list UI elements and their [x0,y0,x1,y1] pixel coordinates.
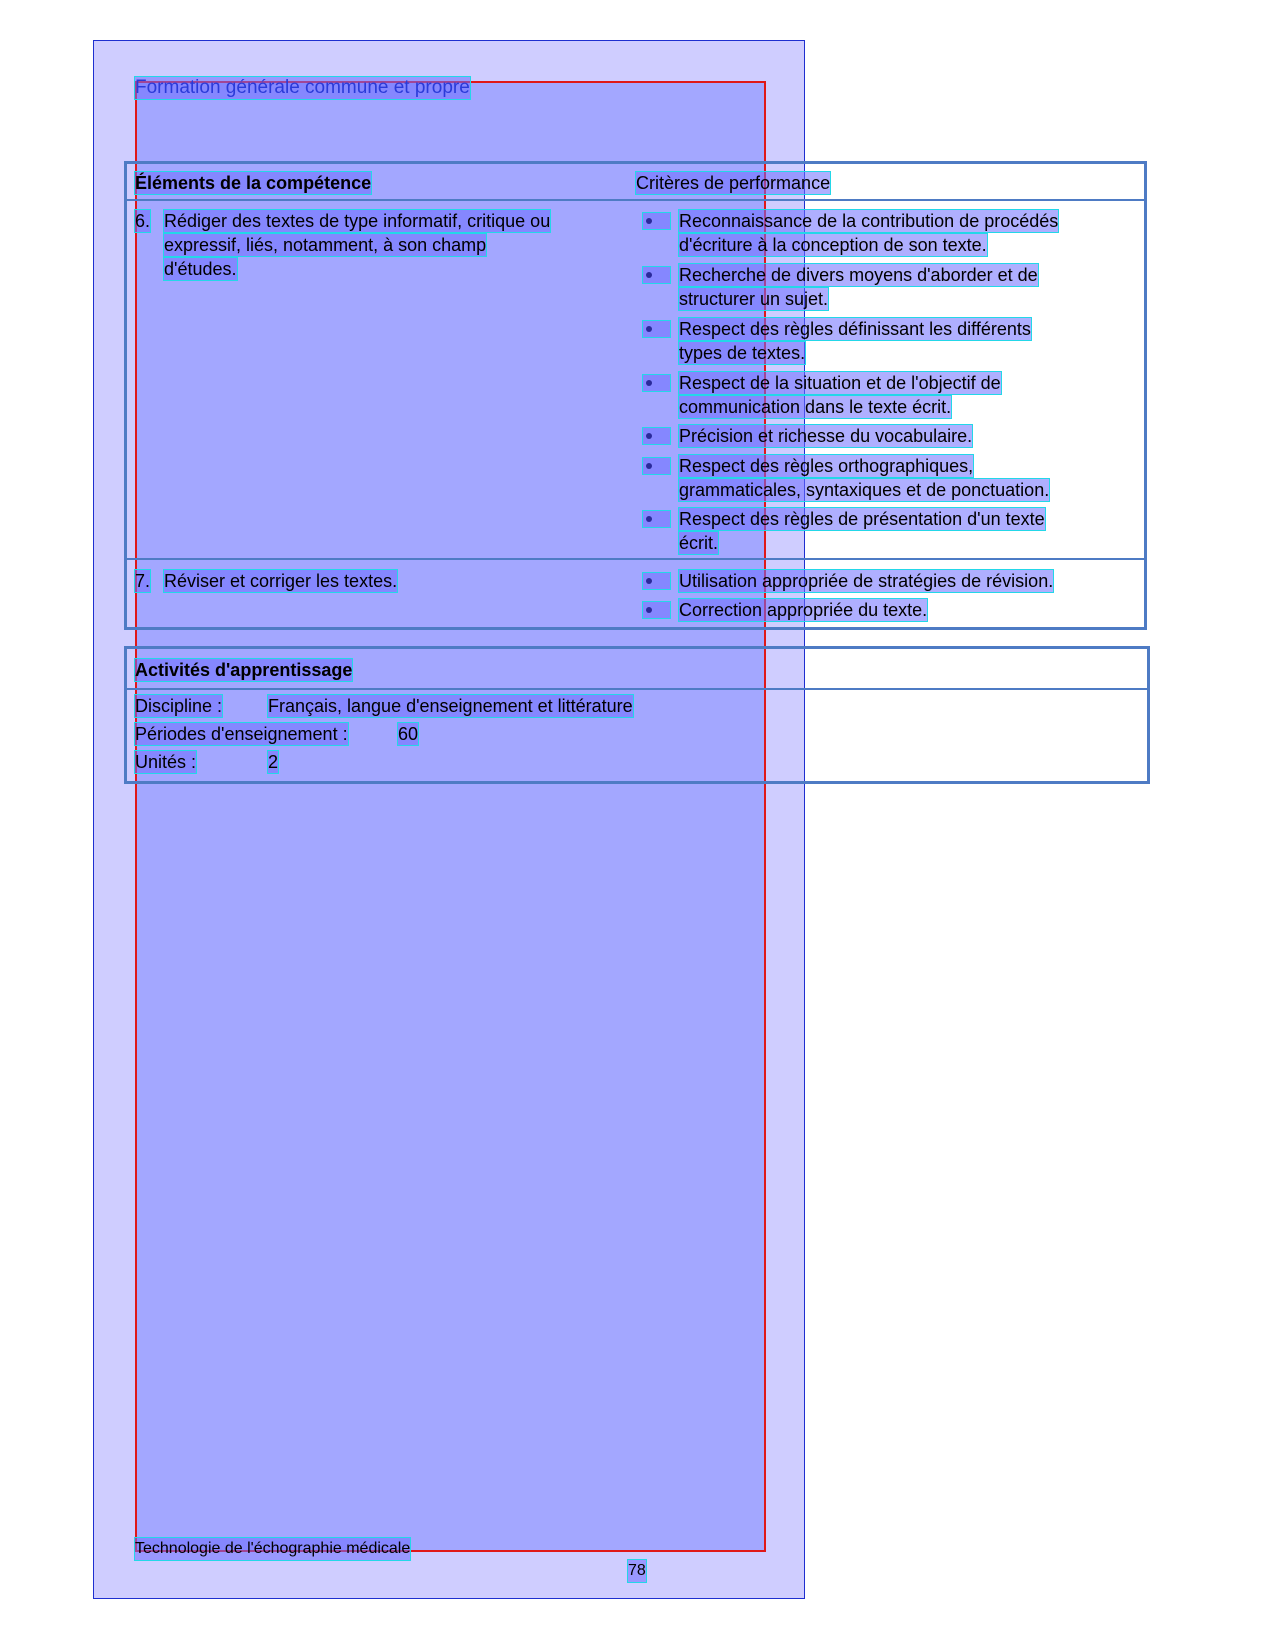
criterion-text-line: Respect des règles de présentation d'un texte [679,509,1045,529]
criterion-text-line: Respect de la situation et de l'objectif de [679,373,1001,393]
criterion-text-line: Respect des règles orthographiques, [679,456,974,476]
table-header-divider [124,199,1147,201]
criterion-text-line: Correction appropriée du texte. [679,600,928,620]
units-value: 2 [268,752,279,772]
bullet-icon [643,602,670,618]
bullet-icon [643,321,670,337]
bullet-icon [643,213,670,229]
discipline-label: Discipline : [135,696,223,716]
column-header-criteria: Critères de performance [636,173,831,193]
criterion-text-line: grammaticales, syntaxiques et de ponctuation. [679,480,1050,500]
element-text-line: Rédiger des textes de type informatif, critique ou [164,211,551,231]
activities-title: Activités d'apprentissage [135,660,353,680]
criterion-text-line: types de textes. [679,343,806,363]
periods-value: 60 [398,724,419,744]
criterion-text-line: Précision et richesse du vocabulaire. [679,426,973,446]
element-text-line: d'études. [164,259,237,279]
criterion-text-line: structurer un sujet. [679,289,829,309]
criterion-text-line: d'écriture à la conception de son texte. [679,235,987,255]
footer-program-name: Technologie de l'échographie médicale [135,1538,410,1560]
column-header-elements: Éléments de la compétence [135,173,372,193]
criterion-text-line: communication dans le texte écrit. [679,397,952,417]
units-label: Unités : [135,752,197,772]
criterion-text-line: Recherche de divers moyens d'aborder et de [679,265,1038,285]
element-number: 6. [135,211,151,231]
periods-label: Périodes d'enseignement : [135,724,348,744]
element-text-line: expressif, liés, notamment, à son champ [164,235,487,255]
bullet-icon [643,375,670,391]
element-text-line: Réviser et corriger les textes. [164,571,398,591]
criterion-text-line: Utilisation appropriée de stratégies de révision. [679,571,1054,591]
bullet-icon [643,511,670,527]
criterion-text-line: écrit. [679,533,719,553]
table-row-divider [124,558,1147,560]
element-number: 7. [135,571,151,591]
bullet-icon [643,458,670,474]
criterion-text-line: Reconnaissance de la contribution de procédés [679,211,1059,231]
discipline-value: Français, langue d'enseignement et littérature [268,696,633,716]
bullet-icon [643,428,670,444]
criterion-text-line: Respect des règles définissant les différents [679,319,1031,339]
bullet-icon [643,267,670,283]
activities-header-divider [124,688,1150,690]
page-number: 78 [628,1560,646,1582]
page-header-title: Formation générale commune et propre [135,77,470,98]
bullet-icon [643,573,670,589]
